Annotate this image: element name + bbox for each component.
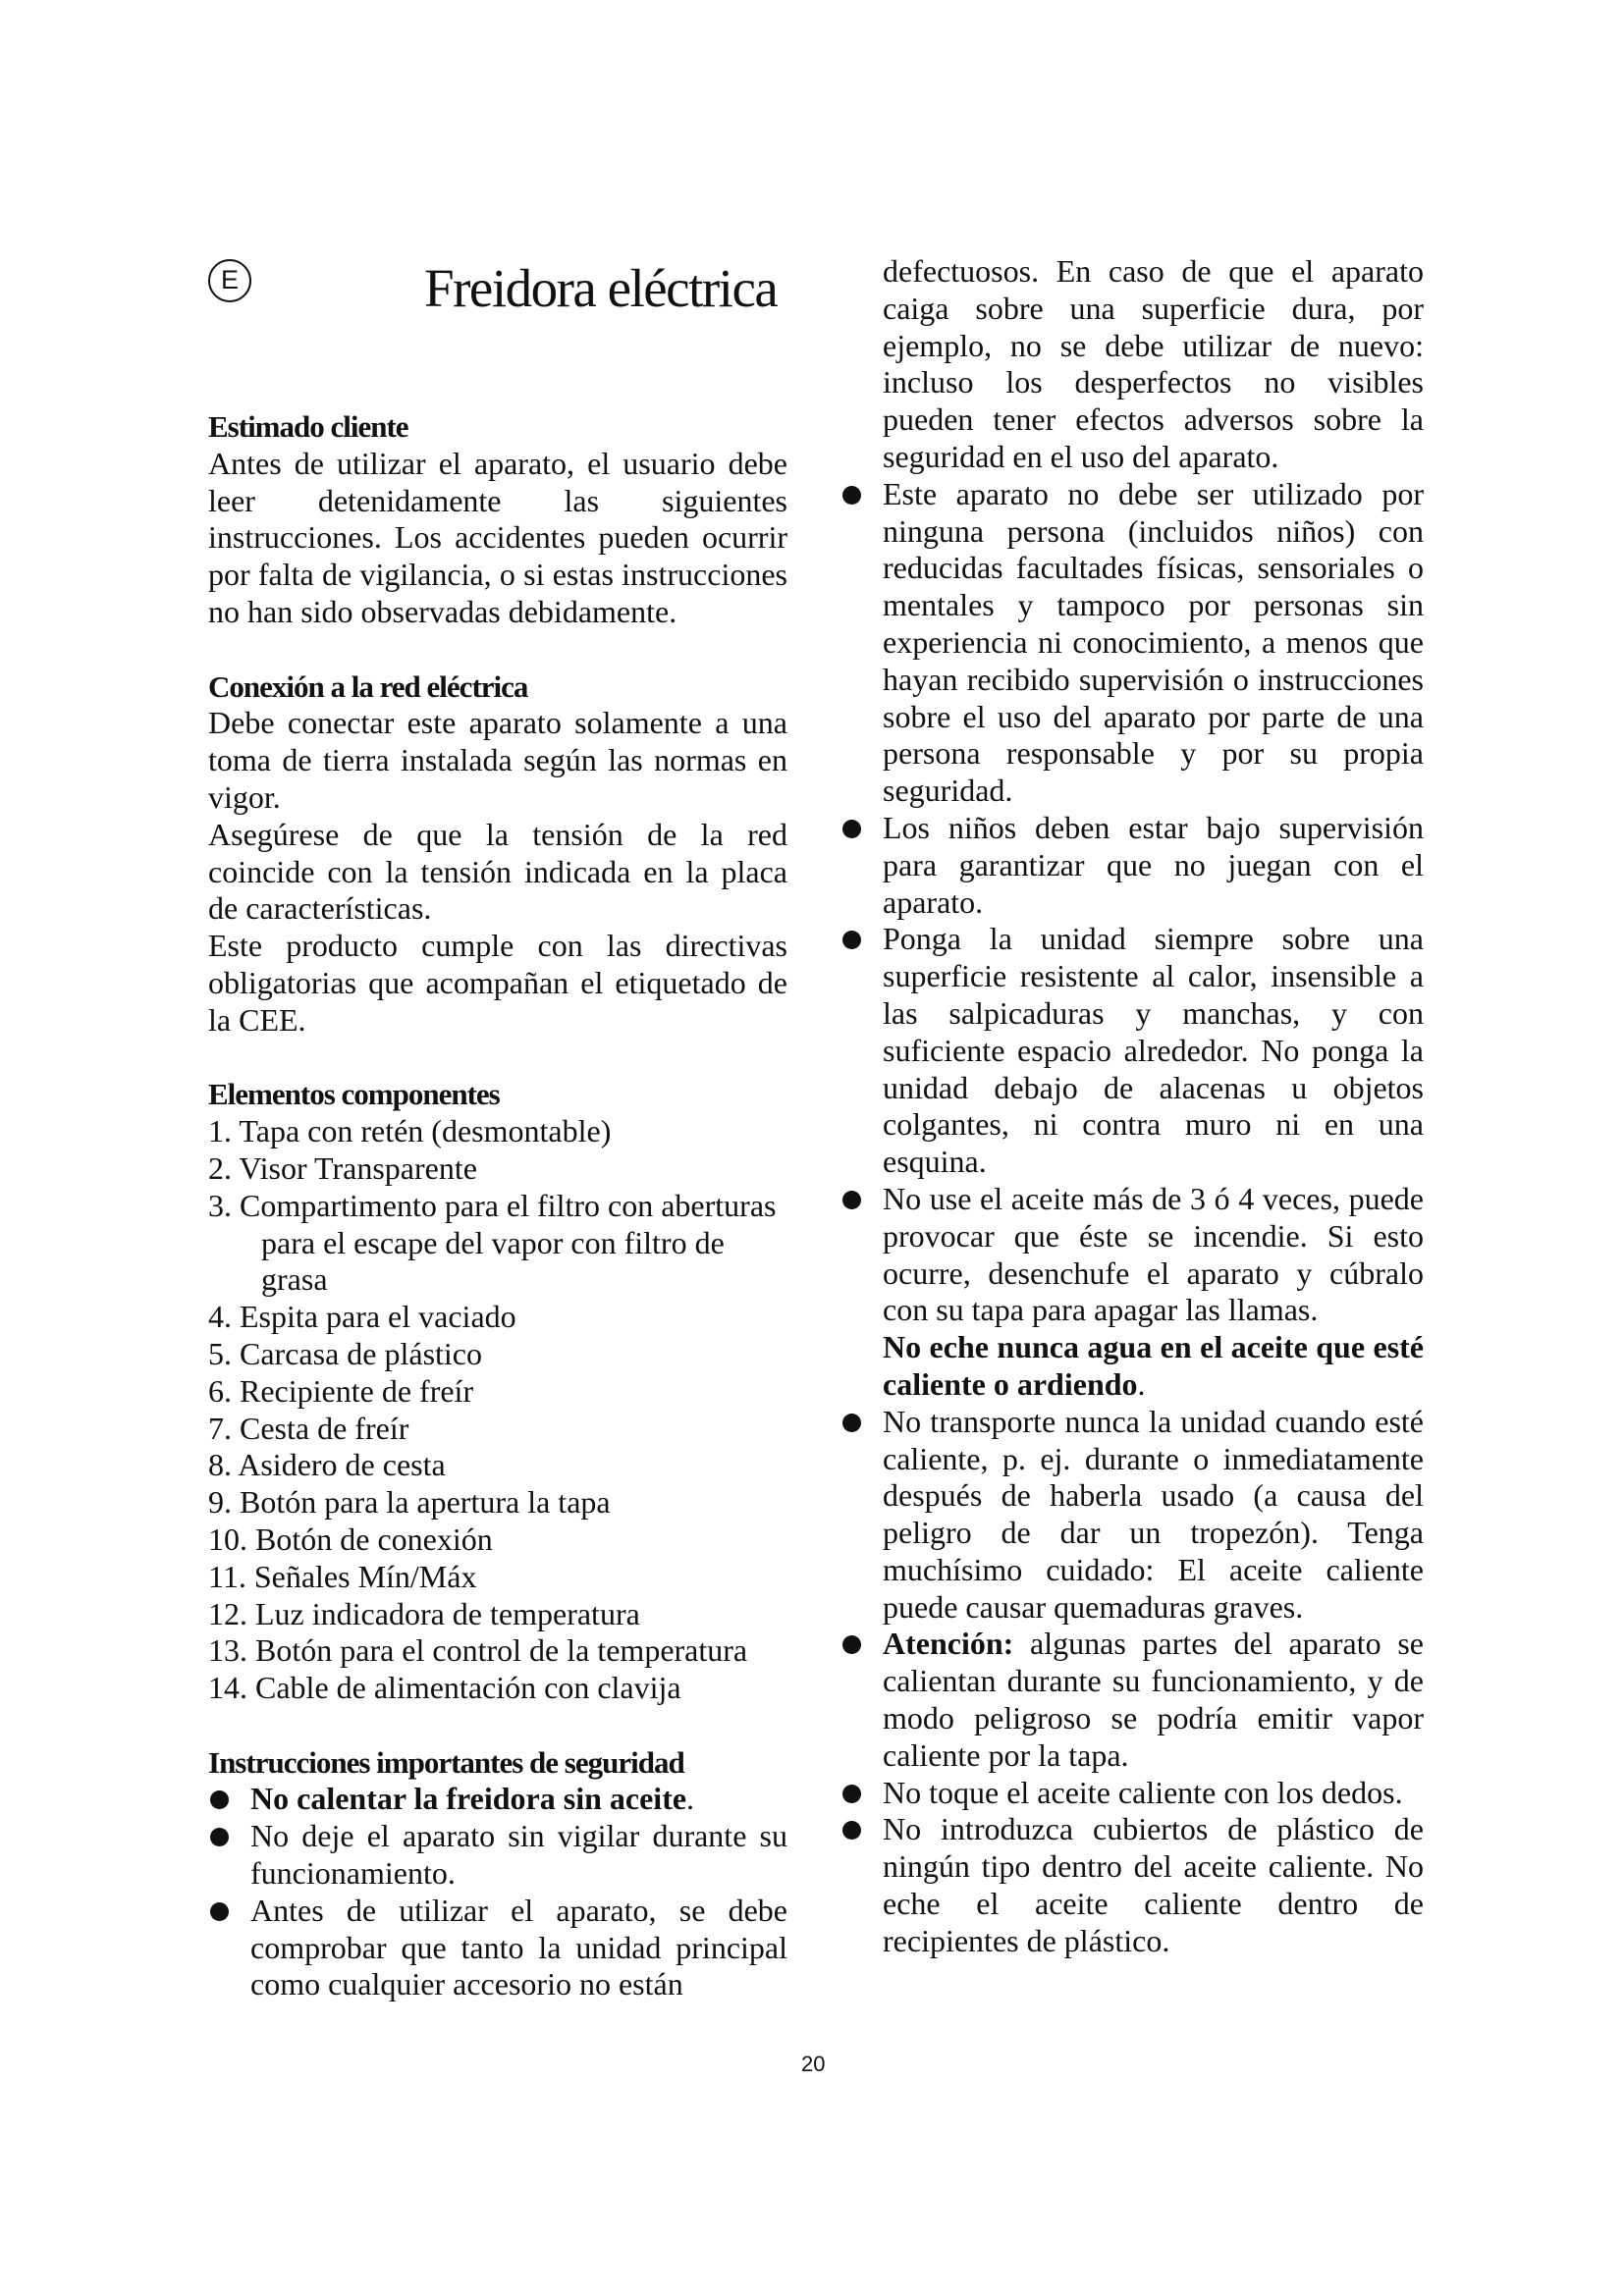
list-item: 8. Asidero de cesta — [208, 1447, 446, 1483]
list-item-text: No use el aceite más de 3 ó 4 veces, puede provocar que éste se incendie. Si esto ocurre, desenchufe el aparato y cúbralo con su tapa para apagar las llamas. — [883, 1180, 1424, 1328]
left-column — [208, 408, 787, 2003]
list-item-text: Los niños deben estar bajo supervisión para garantizar que no juegan con el aparato. — [883, 809, 1424, 920]
paragraph: Debe conectar este aparato solamente a una toma de tierra instalada según las normas en vigor. — [208, 705, 787, 815]
warning-note — [883, 1329, 1424, 1404]
bullet-icon — [842, 1414, 861, 1432]
bullet-icon — [210, 1790, 229, 1809]
section-safety — [208, 1744, 787, 2004]
punctuation: . — [1137, 1365, 1146, 1402]
paragraph: Este producto cumple con las directivas obligatorias que acompañan el etiquetado de la CEE. — [208, 928, 787, 1038]
right-column — [840, 253, 1424, 1960]
list-item — [840, 1626, 1424, 1774]
list-item — [208, 1818, 787, 1893]
bullet-icon — [842, 820, 861, 838]
bullet-icon — [210, 1828, 229, 1846]
safety-list-continued — [840, 253, 1424, 1960]
list-item — [208, 1781, 787, 1818]
list-item-text: Antes de utilizar el aparato, se debe comprobar que tanto la unidad principal como cualquier accesorio no están — [250, 1892, 787, 2002]
list-item: 14. Cable de alimentación con clavija — [208, 1670, 681, 1706]
list-item: 13. Botón para el control de la temperatura — [208, 1632, 748, 1669]
list-item: 11. Señales Mín/Máx — [208, 1558, 477, 1594]
safety-list — [208, 1781, 787, 2003]
warning-text: No calentar la freidora sin aceite — [250, 1781, 687, 1817]
list-item — [840, 1404, 1424, 1627]
section-electrical — [208, 668, 787, 1040]
list-item: 7. Cesta de freír — [208, 1410, 409, 1446]
list-item-text: No toque el aceite caliente con los dedos. — [883, 1774, 1403, 1810]
list-item: 12. Luz indicadora de temperatura — [208, 1595, 640, 1631]
list-item-text: Este aparato no debe ser utilizado por ninguna persona (incluidos niños) con reducidas facultades físicas, sensoriales o mentales y tampoco por personas sin experiencia ni conocimiento, a menos que hayan recibido supervisión o instrucciones sobre el uso del aparato por parte de una persona responsable y por su propia seguridad. — [883, 475, 1424, 809]
list-item: 4. Espita para el vaciado — [208, 1299, 516, 1335]
list-item-text: No introduzca cubiertos de plástico de ningún tipo dentro del aceite caliente. No eche el aceite caliente dentro de recipientes de plástico. — [883, 1811, 1424, 1958]
section-heading: Conexión a la red eléctrica — [208, 668, 528, 704]
bullet-icon — [210, 1902, 229, 1921]
attention-label: Atención: — [883, 1626, 1014, 1662]
list-item — [840, 476, 1424, 810]
list-item — [840, 253, 1424, 476]
list-item: 6. Recipiente de freír — [208, 1372, 474, 1409]
bullet-icon — [842, 931, 861, 949]
component-list — [208, 1113, 787, 1707]
warning-text: No eche nunca agua en el aceite que esté caliente o ardiendo — [883, 1329, 1424, 1402]
list-item-text: No transporte nunca la unidad cuando esté caliente, p. ej. durante o inmediatamente después de haberla usado (a causa del peligro de dar un tropezón). Tenga muchísimo cuidado: El aceite caliente puede causar quemaduras graves. — [883, 1403, 1424, 1625]
paragraph: Asegúrese de que la tensión de la red coincide con la tensión indicada en la placa de características. — [208, 816, 787, 927]
language-badge: E — [208, 259, 251, 302]
paragraph: Antes de utilizar el aparato, el usuario debe leer detenidamente las siguientes instrucciones. Los accidentes pueden ocurrir por falta de vigilancia, o si estas instrucciones no han sido observadas debidamente. — [208, 445, 787, 629]
bullet-icon — [842, 1821, 861, 1840]
punctuation: . — [686, 1781, 695, 1817]
section-components — [208, 1076, 787, 1707]
list-item: 1. Tapa con retén (desmontable) — [208, 1113, 612, 1149]
list-item — [840, 1811, 1424, 1959]
list-item: 10. Botón de conexión — [208, 1521, 493, 1557]
list-item — [208, 1893, 787, 2003]
list-item: 5. Carcasa de plástico — [208, 1335, 482, 1371]
bullet-icon — [842, 1635, 861, 1654]
list-item — [840, 1775, 1424, 1812]
list-item: 9. Botón para la apertura la tapa — [208, 1484, 611, 1521]
list-item — [840, 810, 1424, 921]
section-heading: Estimado cliente — [208, 409, 408, 444]
list-item-text: algunas partes del aparato se calientan durante su funcionamiento, y de modo peligroso se podría emitir vapor caliente por la tapa. — [883, 1626, 1424, 1773]
list-item-text: defectuosos. En caso de que el aparato caiga sobre una superficie dura, por ejemplo, no se debe utilizar de nuevo: incluso los desperfectos no visibles pueden tener efectos adversos sobre la seguridad en el uso del aparato. — [883, 253, 1424, 474]
section-heading: Elementos componentes — [208, 1077, 500, 1112]
bullet-icon — [842, 1785, 861, 1803]
list-item — [840, 921, 1424, 1181]
section-customer — [208, 408, 787, 631]
list-item-text: Ponga la unidad siempre sobre una superficie resistente al calor, insensible a las salpicaduras y manchas, y con suficiente espacio alrededor. No ponga la unidad debajo de alacenas u objetos colgantes, ni contra muro ni en una esquina. — [883, 921, 1424, 1180]
list-item: 2. Visor Transparente — [208, 1149, 477, 1186]
page-number: 20 — [801, 2052, 826, 2076]
page-title: Freidora eléctrica — [424, 258, 778, 318]
section-heading: Instrucciones importantes de seguridad — [208, 1744, 684, 1780]
list-item — [840, 1181, 1424, 1404]
bullet-icon — [842, 1191, 861, 1209]
list-item: 3. Compartimento para el filtro con aberturas para el escape del vapor con filtro de grasa — [208, 1187, 777, 1298]
bullet-icon — [842, 486, 861, 505]
list-item-text: No deje el aparato sin vigilar durante su funcionamiento. — [250, 1818, 787, 1892]
